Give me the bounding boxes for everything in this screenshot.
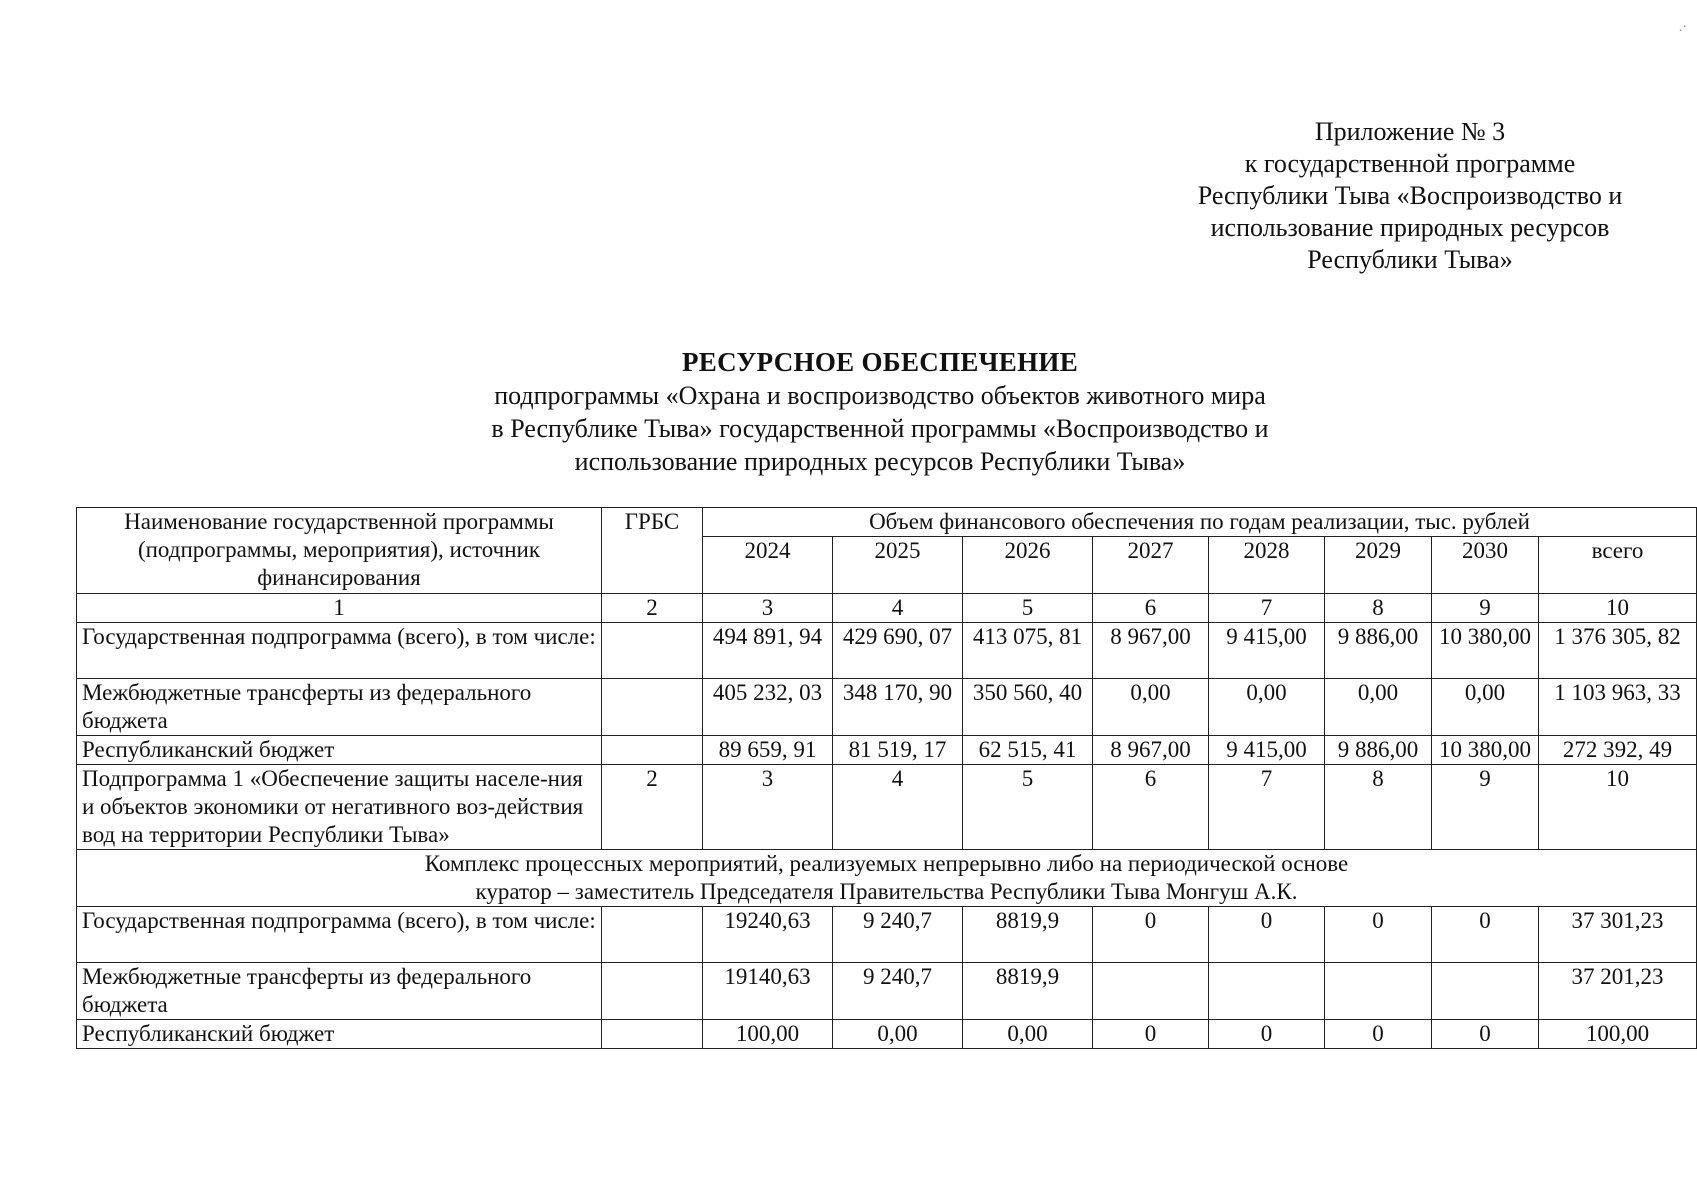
- row-value: 8819,9: [963, 907, 1093, 963]
- column-number: 1: [77, 594, 602, 623]
- row-grbs: [602, 736, 703, 765]
- subtitle-line: подпрограммы «Охрана и воспроизводство объектов животного мира: [494, 381, 1266, 410]
- row-value: 0: [1093, 1020, 1209, 1049]
- header-grbs: ГРБС: [602, 508, 703, 594]
- row-total: 37 301,23: [1539, 907, 1697, 963]
- row-value: [1432, 963, 1539, 1020]
- row-grbs: [602, 963, 703, 1020]
- table-row: [77, 963, 1697, 1020]
- row-value: 429 690, 07: [833, 623, 963, 679]
- row-value: 0: [1093, 907, 1209, 963]
- row-value: 9: [1432, 765, 1539, 850]
- column-number: 5: [963, 594, 1093, 623]
- row-value: 9 886,00: [1325, 736, 1432, 765]
- row-grbs: [602, 679, 703, 736]
- row-value: 8 967,00: [1093, 623, 1209, 679]
- row-name: Государственная подпрограмма (всего), в том числе:: [77, 623, 602, 679]
- document-heading: [300, 346, 1460, 478]
- row-grbs: [602, 1020, 703, 1049]
- row-name: Государственная подпрограмма (всего), в том числе:: [77, 907, 602, 963]
- row-total: 37 201,23: [1539, 963, 1697, 1020]
- appendix-line: к государственной программе: [1244, 149, 1576, 178]
- row-total: 100,00: [1539, 1020, 1697, 1049]
- row-value: 10 380,00: [1432, 736, 1539, 765]
- table-row: [77, 679, 1697, 736]
- header-year: 2024: [703, 537, 833, 594]
- column-number: 4: [833, 594, 963, 623]
- complex-row: [77, 850, 1697, 907]
- column-number: 10: [1539, 594, 1697, 623]
- header-year: 2025: [833, 537, 963, 594]
- resource-table: [76, 507, 1697, 1049]
- header-year: 2030: [1432, 537, 1539, 594]
- row-value: 350 560, 40: [963, 679, 1093, 736]
- row-value: 0: [1325, 907, 1432, 963]
- row-value: 9 415,00: [1209, 623, 1325, 679]
- row-grbs: [602, 907, 703, 963]
- column-number: 8: [1325, 594, 1432, 623]
- table-row: [77, 907, 1697, 963]
- row-value: 19240,63: [703, 907, 833, 963]
- row-value: 100,00: [703, 1020, 833, 1049]
- row-value: 0: [1432, 1020, 1539, 1049]
- row-value: [1325, 963, 1432, 1020]
- row-value: 405 232, 03: [703, 679, 833, 736]
- column-number: 7: [1209, 594, 1325, 623]
- row-value: 3: [703, 765, 833, 850]
- row-value: 62 515, 41: [963, 736, 1093, 765]
- numbering-row: [77, 594, 1697, 623]
- row-value: 9 240,7: [833, 907, 963, 963]
- row-name: Межбюджетные трансферты из федерального бюджета: [77, 963, 602, 1020]
- appendix-line: Республики Тыва»: [1307, 245, 1513, 274]
- row-grbs: [602, 623, 703, 679]
- table-row: [77, 1020, 1697, 1049]
- row-value: 81 519, 17: [833, 736, 963, 765]
- row-total: 272 392, 49: [1539, 736, 1697, 765]
- row-value: 6: [1093, 765, 1209, 850]
- table-row: [77, 736, 1697, 765]
- header-year: 2029: [1325, 537, 1432, 594]
- row-value: 413 075, 81: [963, 623, 1093, 679]
- row-value: 0,00: [1432, 679, 1539, 736]
- appendix-line: Республики Тыва «Воспроизводство и: [1197, 181, 1623, 210]
- header-year: 2027: [1093, 537, 1209, 594]
- row-total: 10: [1539, 765, 1697, 850]
- complex-label: [77, 850, 1697, 907]
- row-value: 0: [1209, 1020, 1325, 1049]
- row-value: 0,00: [1093, 679, 1209, 736]
- subtitle-line: в Республике Тыва» государственной программы «Воспроизводство и: [491, 414, 1269, 443]
- row-value: 9 415,00: [1209, 736, 1325, 765]
- table-row: [77, 765, 1697, 850]
- row-value: [1209, 963, 1325, 1020]
- row-value: 19140,63: [703, 963, 833, 1020]
- scan-speck: .·: [1678, 20, 1687, 35]
- column-number: 6: [1093, 594, 1209, 623]
- row-value: 89 659, 91: [703, 736, 833, 765]
- row-grbs: 2: [602, 765, 703, 850]
- row-value: 0: [1432, 907, 1539, 963]
- header-total: всего: [1539, 537, 1697, 594]
- complex-line: Комплекс процессных мероприятий, реализуемых непрерывно либо на периодической основе: [424, 851, 1349, 876]
- row-value: 4: [833, 765, 963, 850]
- header-year: 2026: [963, 537, 1093, 594]
- row-value: 348 170, 90: [833, 679, 963, 736]
- row-value: 494 891, 94: [703, 623, 833, 679]
- row-value: 0,00: [963, 1020, 1093, 1049]
- row-value: 0: [1209, 907, 1325, 963]
- header-volume: Объем финансового обеспечения по годам реализации, тыс. рублей: [703, 508, 1697, 537]
- table-row: [77, 623, 1697, 679]
- column-number: 3: [703, 594, 833, 623]
- subtitle-line: использование природных ресурсов Республики Тыва»: [574, 447, 1186, 476]
- header-year: 2028: [1209, 537, 1325, 594]
- row-value: 8: [1325, 765, 1432, 850]
- row-value: 9 886,00: [1325, 623, 1432, 679]
- row-value: 8819,9: [963, 963, 1093, 1020]
- row-value: 0,00: [1325, 679, 1432, 736]
- appendix-note: [1120, 116, 1697, 276]
- row-name: Межбюджетные трансферты из федерального бюджета: [77, 679, 602, 736]
- column-number: 9: [1432, 594, 1539, 623]
- row-value: 0,00: [1209, 679, 1325, 736]
- row-value: [1093, 963, 1209, 1020]
- row-total: 1 376 305, 82: [1539, 623, 1697, 679]
- row-value: 9 240,7: [833, 963, 963, 1020]
- row-value: 5: [963, 765, 1093, 850]
- appendix-line: Приложение № 3: [1314, 117, 1506, 146]
- row-name: Подпрограмма 1 «Обеспечение защиты населе-ния и объектов экономики от негативного воз-действия вод на территории Республики Тыва»: [77, 765, 602, 850]
- document-title: РЕСУРСНОЕ ОБЕСПЕЧЕНИЕ: [681, 347, 1079, 377]
- row-name: Республиканский бюджет: [77, 736, 602, 765]
- header-name: Наименование государственной программы (подпрограммы, мероприятия), источник финансирования: [77, 508, 602, 594]
- row-name: Республиканский бюджет: [77, 1020, 602, 1049]
- column-number: 2: [602, 594, 703, 623]
- row-value: 8 967,00: [1093, 736, 1209, 765]
- row-value: 7: [1209, 765, 1325, 850]
- row-total: 1 103 963, 33: [1539, 679, 1697, 736]
- row-value: 0: [1325, 1020, 1432, 1049]
- complex-line: куратор – заместитель Председателя Правительства Республики Тыва Монгуш А.К.: [475, 879, 1298, 904]
- row-value: 0,00: [833, 1020, 963, 1049]
- row-value: 10 380,00: [1432, 623, 1539, 679]
- appendix-line: использование природных ресурсов: [1210, 213, 1610, 242]
